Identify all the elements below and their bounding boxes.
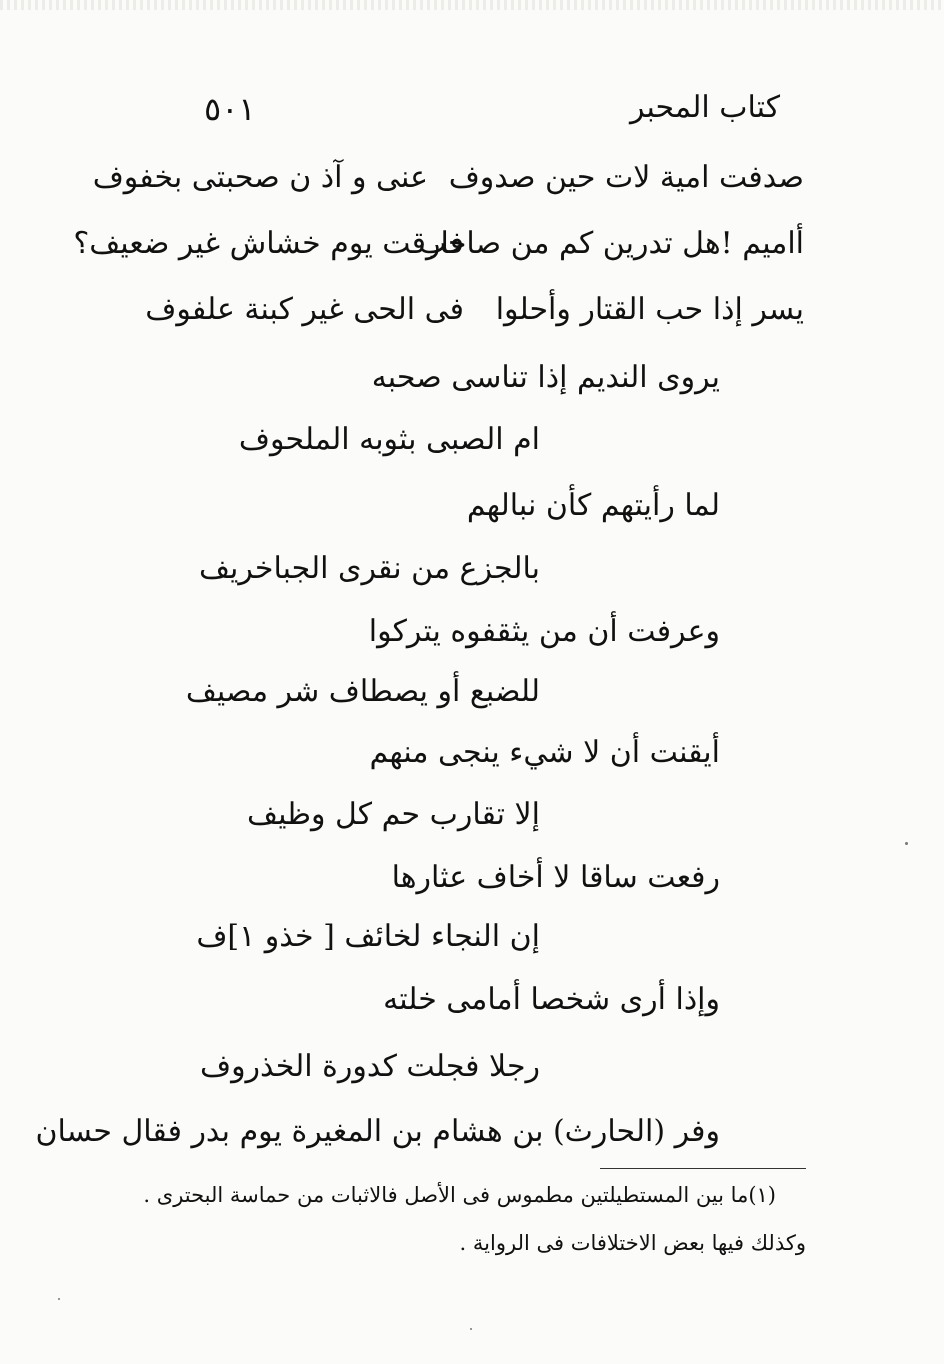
verse-line: بالجزع من نقرى الجباخريف — [198, 551, 540, 586]
verse-line: للضبع أو يصطاف شر مصيف — [185, 674, 540, 709]
verse-line: ام الصبى بثوبه الملحوف — [238, 422, 540, 457]
couplet-3-first-hemistich: يسر إذا حب القتار وأحلوا — [495, 292, 804, 327]
couplet-1-first-hemistich: صدفت امية لات حين صدوف — [448, 160, 804, 195]
scan-speck — [905, 842, 908, 845]
scan-speck — [470, 1328, 472, 1330]
couplet-2-second-hemistich: فارقت يوم خشاش غير ضعيف؟ — [73, 226, 464, 261]
verse-line: رفعت ساقا لا أخاف عثارها — [391, 860, 720, 895]
footnote-1: (١)ما بين المستطيلتين مطموس فى الأصل فالاثبات من حماسة البحترى . — [143, 1183, 776, 1207]
verse-line: يروى النديم إذا تناسى صحبه — [371, 360, 720, 395]
verse-line: وإذا أرى شخصا أمامى خلته — [383, 982, 720, 1017]
verse-line: إن النجاء لخائف [ خذو ١]ف — [196, 919, 540, 954]
book-title: كتاب المحبر — [629, 90, 780, 125]
couplet-2-first-hemistich: أاميم !هل تدرين كم من صاحب — [418, 226, 804, 261]
couplet-1-second-hemistich: عنى و آذ ن صحبتى بخفوف — [92, 160, 428, 195]
prose-line: وفر (الحارث) بن هشام بن المغيرة يوم بدر فقال حسان — [35, 1114, 720, 1149]
verse-line: إلا تقارب حم كل وظيف — [247, 797, 540, 832]
verse-line: وعرفت أن من يثقفوه يتركوا — [368, 614, 720, 649]
scan-speck — [58, 1298, 60, 1300]
scanned-page-edge — [0, 0, 944, 10]
page-number: ٥٠١ — [204, 90, 256, 128]
verse-line: لما رأيتهم كأن نبالهم — [466, 488, 720, 523]
verse-line: رجلا فجلت كدورة الخذروف — [199, 1049, 540, 1084]
couplet-3-second-hemistich: فى الحى غير كبنة علفوف — [145, 292, 464, 327]
footnote-separator — [600, 1168, 806, 1169]
running-header — [200, 84, 780, 134]
verse-line: أيقنت أن لا شيء ينجى منهم — [369, 735, 720, 770]
footnote-2: وكذلك فيها بعض الاختلافات فى الرواية . — [459, 1231, 806, 1255]
